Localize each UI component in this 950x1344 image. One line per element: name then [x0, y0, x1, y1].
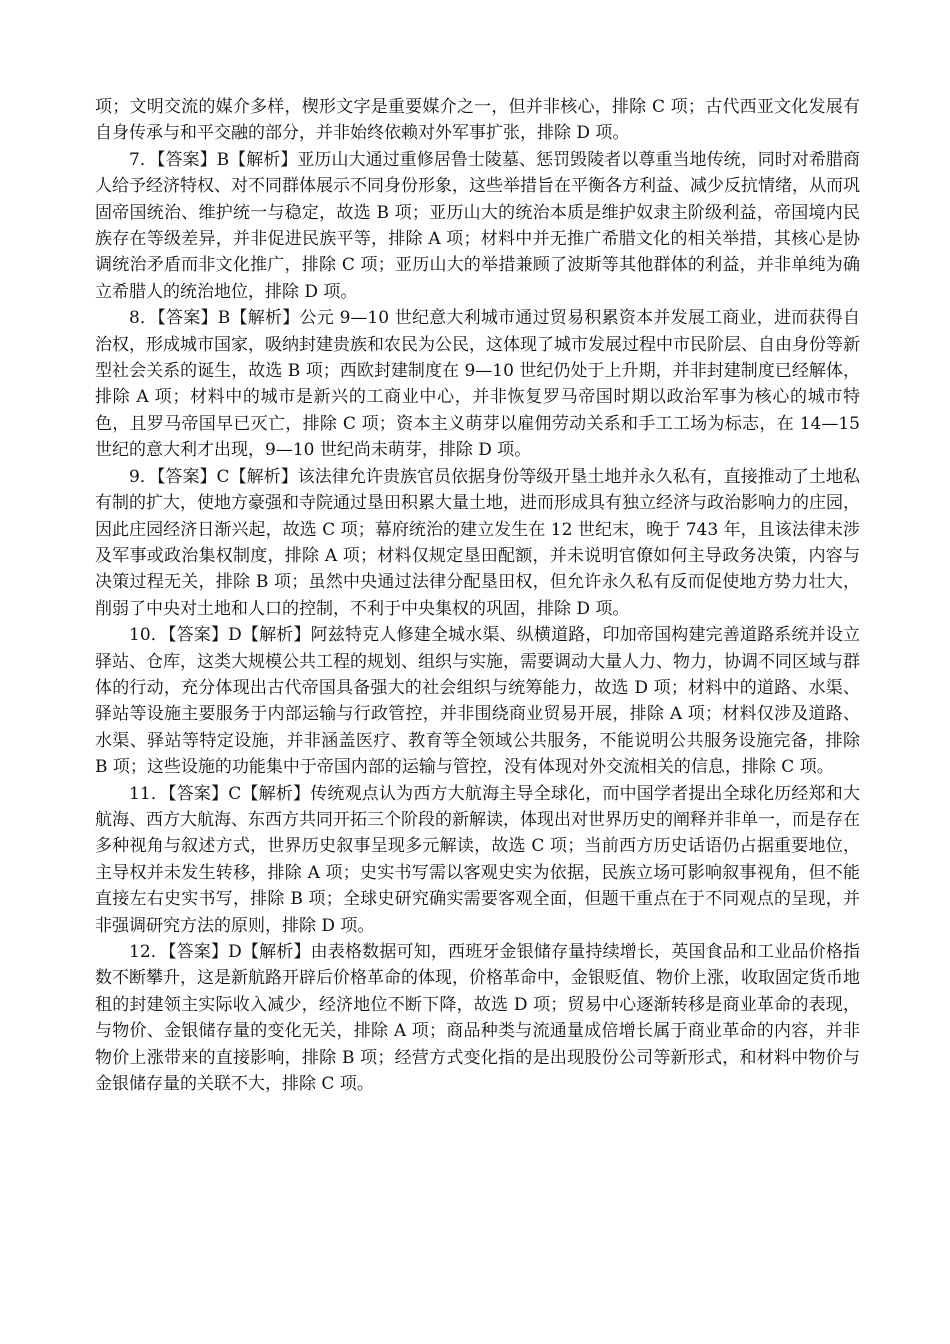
paragraph-answer-10: 10．【答案】D【解析】阿兹特克人修建全城水渠、纵横道路，印加帝国构建完善道路系统并设立驿站、仓库，这类大规模公共工程的规划、组织与实施，需要调动大量人力、物力，协调不同区域与群体的行动，充分体现出古代帝国具备强大的社会组织与统筹能力，故选 D 项；材料中的道路、水渠、驿站等设施主要服务于内部运输与行政管控，并非围绕商业贸易开展，排除 A 项；材料仅涉及道路、水渠、驿站等特定设施，并非涵盖医疗、教育等全领域公共服务，不能说明公共服务设施完备，排除 B 项；这些设施的功能集中于帝国内部的运输与管控，没有体现对外交流相关的信息，排除 C 项。 — [95, 625, 860, 778]
paragraph-answer-9: 9．【答案】C【解析】该法律允许贵族官员依据身份等级开垦土地并永久私有，直接推动了土地私有制的扩大，使地方豪强和寺院通过垦田积累大量土地，进而形成具有独立经济与政治影响力的庄园，因此庄园经济日渐兴起，故选 C 项；幕府统治的建立发生在 12 世纪末，晚于 743 年，且该法律未涉及军事或政治集权制度，排除 A 项；材料仅规定垦田配额，并未说明官僚如何主导政务决策，内容与决策过程无关，排除 B 项；虽然中央通过法律分配垦田权，但允许永久私有反而促使地方势力壮大，削弱了中央对土地和人口的控制，不利于中央集权的巩固，排除 D 项。 — [95, 466, 860, 619]
paragraph-continuation: 项；文明交流的媒介多样，楔形文字是重要媒介之一，但并非核心，排除 C 项；古代西亚文化发展有自身传承与和平交融的部分，并非始终依赖对外军事扩张，排除 D 项。 — [95, 97, 860, 144]
paragraph-answer-11: 11．【答案】C【解析】传统观点认为西方大航海主导全球化，而中国学者提出全球化历经郑和大航海、西方大航海、东西方共同开拓三个阶段的新解读，体现出对世界历史的阐释并非单一，而是存在多种视角与叙述方式，世界历史叙事呈现多元解读，故选 C 项；当前西方历史话语仍占据重要地位，主导权并未发生转移，排除 A 项；史实书写需以客观史实为依据，民族立场可影响叙事视角，但不能直接左右史实书写，排除 B 项；全球史研究确实需要客观全面，但题干重点在于不同观点的呈现，并非强调研究方法的原则，排除 D 项。 — [95, 783, 860, 936]
paragraph-answer-12: 12．【答案】D【解析】由表格数据可知，西班牙金银储存量持续增长，英国食品和工业品价格指数不断攀升，这是新航路开辟后价格革命的体现，价格革命中，金银贬值、物价上涨，收取固定货币地租的封建领主实际收入减少，经济地位不断下降，故选 D 项；贸易中心逐渐转移是商业革命的表现，与物价、金银储存量的变化无关，排除 A 项；商品种类与流通量成倍增长属于商业革命的内容，并非物价上涨带来的直接影响，排除 B 项；经营方式变化指的是出现股份公司等新形式，和材料中物价与金银储存量的关联不大，排除 C 项。 — [95, 942, 860, 1095]
paragraph-answer-8: 8．【答案】B【解析】公元 9—10 世纪意大利城市通过贸易积累资本并发展工商业，进而获得自治权，形成城市国家，吸纳封建贵族和农民为公民，这体现了城市发展过程中市民阶层、自由身份等新型社会关系的诞生，故选 B 项；西欧封建制度在 9—10 世纪仍处于上升期，并非封建制度已经解体，排除 A 项；材料中的城市是新兴的工商业中心，并非恢复罗马帝国时期以政治军事为核心的城市特色，且罗马帝国早已灭亡，排除 C 项；资本主义萌芽以雇佣劳动关系和手工工场为标志，在 14—15 世纪的意大利才出现，9—10 世纪尚未萌芽，排除 D 项。 — [95, 308, 860, 461]
document-page — [95, 94, 860, 1097]
paragraph-answer-7: 7．【答案】B【解析】亚历山大通过重修居鲁士陵墓、惩罚毁陵者以尊重当地传统，同时对希腊商人给予经济特权、对不同群体展示不同身份形象，这些举措旨在平衡各方利益、减少反抗情绪，从而巩固帝国统治、维护统一与稳定，故选 B 项；亚历山大的统治本质是维护奴隶主阶级利益，帝国境内民族存在等级差异，并非促进民族平等，排除 A 项；材料中并无推广希腊文化的相关举措，其核心是协调统治矛盾而非文化推广，排除 C 项；亚历山大的举措兼顾了波斯等其他群体的利益，并非单纯为确立希腊人的统治地位，排除 D 项。 — [95, 149, 860, 302]
